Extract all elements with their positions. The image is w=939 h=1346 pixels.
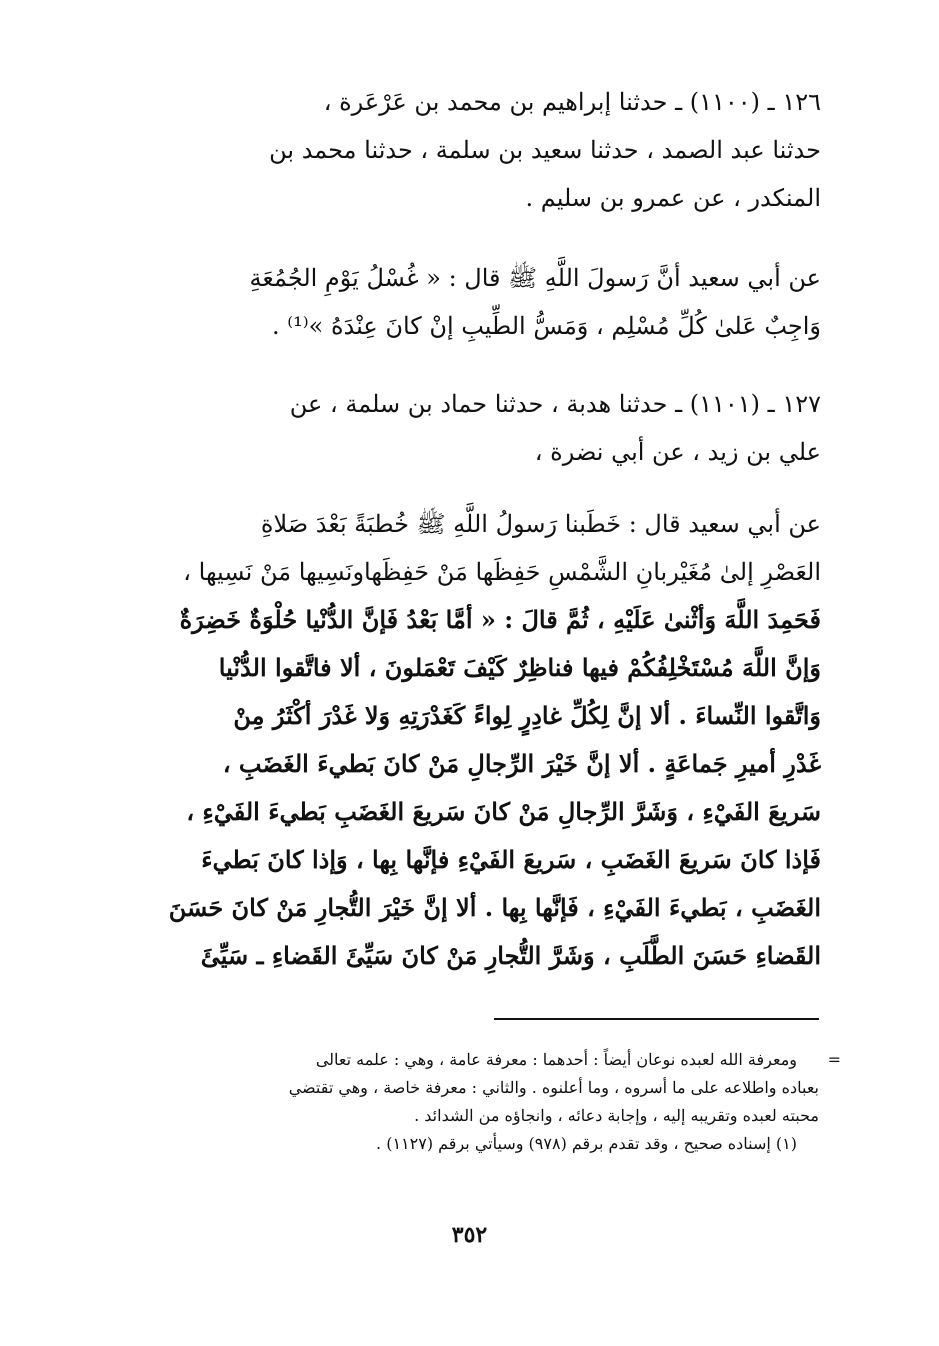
text-line: حدثنا عبد الصمد ، حدثنا سعيد بن سلمة ، حدثنا محمد بن (269, 136, 821, 164)
hadith-127-isnad (128, 380, 821, 476)
text-line: ١٢٦ ـ (١١٠٠) ـ حدثنا إبراهيم بن محمد بن عَرْعَرة ، (323, 88, 821, 116)
footnote-line: ومعرفة الله لعبده نوعان أيضاً : أحدهما : معرفة عامة ، وهي : علمه تعالى (315, 1050, 797, 1069)
footnote-line: بعباده واطلاعه على ما أسروه ، وما أعلنوه . والثاني : معرفة خاصة ، وهي تقتضي (288, 1078, 819, 1097)
text-line: عن أبي سعيد قال : خَطَبنا رَسولُ اللَّهِ ﷺ خُطبَةً بَعْدَ صَلاةِ (260, 510, 821, 538)
continuation-mark: = (827, 1050, 841, 1069)
text-line: عن أبي سعيد أنَّ رَسولَ اللَّهِ ﷺ قال : « غُسْلُ يَوْمِ الجُمُعَةِ (249, 264, 821, 292)
hadith-126-matn (128, 254, 821, 350)
text-line: المنكدر ، عن عمرو بن سليم . (525, 184, 821, 212)
text-line: العَصْرِ إلىٰ مُغَيْربانِ الشَّمْسِ حَفِظَها مَنْ حَفِظَهاونَسِيها مَنْ نَسِيها ، (183, 558, 821, 586)
text-line: الغَضَبِ ، بَطيءَ الفَيْءِ ، فَإنَّها بِها . ألا إنَّ خَيْرَ التُّجارِ مَنْ كانَ حَسَنَ (168, 893, 821, 922)
text-line: وَاجِبٌ عَلىٰ كُلِّ مُسْلِم ، وَمَسُّ الطِّيبِ إنْ كانَ عِنْدَهُ »⁽¹⁾ . (271, 312, 821, 340)
footnotes (124, 1046, 841, 1158)
footnote-line: محبته لعبده وتقريبه إليه ، وإجابة دعائه ، وانجاؤه من الشدائد . (414, 1106, 819, 1125)
hadith-127-matn (128, 500, 821, 980)
text-line: وَإنَّ اللَّهَ مُسْتَخْلِفُكُمْ فيها فناظِرٌ كَيْفَ تَعْمَلونَ ، ألا فاتَّقوا الدُّنْيا (218, 653, 821, 682)
text-line: غَدْرِ أميرِ جَماعَةٍ . ألا إنَّ خَيْرَ الرِّجالِ مَنْ كانَ بَطيءَ الغَضَبِ ، (222, 749, 821, 778)
text-line: ١٢٧ ـ (١١٠١) ـ حدثنا هدبة ، حدثنا حماد بن سلمة ، عن (289, 390, 821, 418)
hadith-126-isnad (128, 78, 821, 222)
text-line: القَضاءِ حَسَنَ الطَّلَبِ ، وَشَرَّ التُّجارِ مَنْ كانَ سَيِّئَ القَضاءِ ـ سَيِّئَ (200, 941, 821, 970)
text-line: سَريعَ الفَيْءِ ، وَشَرَّ الرِّجالِ مَنْ كانَ سَريعَ الغَضَبِ بَطيءَ الفَيْءِ ، (186, 797, 821, 826)
text-line: فَإذا كانَ سَريعَ الغَضَبِ ، سَريعَ الفَيْءِ فإنَّها بِها ، وَإذا كانَ بَطيءَ (201, 845, 821, 874)
text-line: علي بن زيد ، عن أبي نضرة ، (534, 438, 821, 466)
footnote-divider (494, 1018, 819, 1020)
footnote-line: (١) إسناده صحيح ، وقد تقدم برقم (٩٧٨) وسيأتي برقم (١١٢٧) . (376, 1134, 797, 1153)
text-line: وَاتَّقوا النِّساءَ . ألا إنَّ لِكُلِّ غادِرٍ لِواءً كَغَدْرَتِهِ وَلا غَدْرَ أكْثَرُ مِنْ (233, 701, 821, 730)
text-line: فَحَمِدَ اللَّهَ وَأثْنىٰ عَلَيْهِ ، ثُمَّ قالَ : « أمَّا بَعْدُ فَإنَّ الدُّنْيا حُلْوَةٌ خَضِرَةٌ (179, 605, 821, 634)
page-number: ٣٥٢ (451, 1222, 488, 1248)
